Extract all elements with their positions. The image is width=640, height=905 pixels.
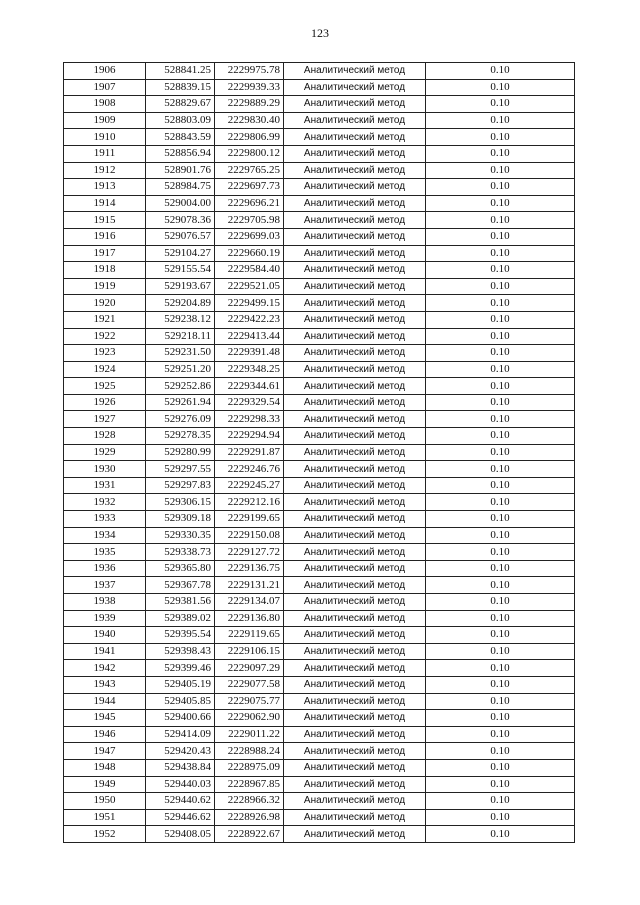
precision-cell: 0.10 bbox=[426, 511, 575, 528]
precision-cell: 0.10 bbox=[426, 311, 575, 328]
x-coordinate-cell: 529440.03 bbox=[146, 776, 215, 793]
point-number-cell: 1920 bbox=[64, 295, 146, 312]
point-number-cell: 1932 bbox=[64, 494, 146, 511]
table-row bbox=[64, 494, 575, 511]
point-number-cell: 1949 bbox=[64, 776, 146, 793]
method-cell: Аналитический метод bbox=[284, 328, 426, 345]
table-row bbox=[64, 361, 575, 378]
table-row bbox=[64, 328, 575, 345]
precision-cell: 0.10 bbox=[426, 262, 575, 279]
method-cell: Аналитический метод bbox=[284, 112, 426, 129]
y-coordinate-cell: 2228966.32 bbox=[215, 793, 284, 810]
x-coordinate-cell: 528984.75 bbox=[146, 179, 215, 196]
y-coordinate-cell: 2229134.07 bbox=[215, 594, 284, 611]
table-row bbox=[64, 511, 575, 528]
x-coordinate-cell: 529405.85 bbox=[146, 693, 215, 710]
x-coordinate-cell: 529408.05 bbox=[146, 826, 215, 843]
precision-cell: 0.10 bbox=[426, 361, 575, 378]
y-coordinate-cell: 2229391.48 bbox=[215, 345, 284, 362]
method-cell: Аналитический метод bbox=[284, 676, 426, 693]
coordinates-table bbox=[63, 62, 575, 843]
y-coordinate-cell: 2229422.23 bbox=[215, 311, 284, 328]
precision-cell: 0.10 bbox=[426, 594, 575, 611]
x-coordinate-cell: 529338.73 bbox=[146, 544, 215, 561]
method-cell: Аналитический метод bbox=[284, 594, 426, 611]
point-number-cell: 1908 bbox=[64, 96, 146, 113]
point-number-cell: 1950 bbox=[64, 793, 146, 810]
table-row bbox=[64, 345, 575, 362]
x-coordinate-cell: 528839.15 bbox=[146, 79, 215, 96]
table-row bbox=[64, 544, 575, 561]
point-number-cell: 1918 bbox=[64, 262, 146, 279]
precision-cell: 0.10 bbox=[426, 610, 575, 627]
precision-cell: 0.10 bbox=[426, 577, 575, 594]
table-row bbox=[64, 262, 575, 279]
method-cell: Аналитический метод bbox=[284, 96, 426, 113]
table-row bbox=[64, 145, 575, 162]
table-row bbox=[64, 676, 575, 693]
table-row bbox=[64, 660, 575, 677]
table-row bbox=[64, 759, 575, 776]
precision-cell: 0.10 bbox=[426, 96, 575, 113]
point-number-cell: 1927 bbox=[64, 411, 146, 428]
table-row bbox=[64, 394, 575, 411]
y-coordinate-cell: 2228967.85 bbox=[215, 776, 284, 793]
method-cell: Аналитический метод bbox=[284, 660, 426, 677]
point-number-cell: 1910 bbox=[64, 129, 146, 146]
table-row bbox=[64, 63, 575, 80]
y-coordinate-cell: 2228926.98 bbox=[215, 809, 284, 826]
precision-cell: 0.10 bbox=[426, 826, 575, 843]
method-cell: Аналитический метод bbox=[284, 477, 426, 494]
x-coordinate-cell: 529400.66 bbox=[146, 710, 215, 727]
precision-cell: 0.10 bbox=[426, 245, 575, 262]
method-cell: Аналитический метод bbox=[284, 494, 426, 511]
table-row bbox=[64, 411, 575, 428]
precision-cell: 0.10 bbox=[426, 162, 575, 179]
x-coordinate-cell: 529420.43 bbox=[146, 743, 215, 760]
precision-cell: 0.10 bbox=[426, 79, 575, 96]
x-coordinate-cell: 529261.94 bbox=[146, 394, 215, 411]
point-number-cell: 1946 bbox=[64, 726, 146, 743]
y-coordinate-cell: 2229939.33 bbox=[215, 79, 284, 96]
method-cell: Аналитический метод bbox=[284, 527, 426, 544]
point-number-cell: 1935 bbox=[64, 544, 146, 561]
point-number-cell: 1944 bbox=[64, 693, 146, 710]
precision-cell: 0.10 bbox=[426, 212, 575, 229]
point-number-cell: 1936 bbox=[64, 560, 146, 577]
table-row bbox=[64, 776, 575, 793]
table-row bbox=[64, 726, 575, 743]
precision-cell: 0.10 bbox=[426, 63, 575, 80]
y-coordinate-cell: 2229199.65 bbox=[215, 511, 284, 528]
method-cell: Аналитический метод bbox=[284, 262, 426, 279]
method-cell: Аналитический метод bbox=[284, 776, 426, 793]
x-coordinate-cell: 529276.09 bbox=[146, 411, 215, 428]
method-cell: Аналитический метод bbox=[284, 560, 426, 577]
y-coordinate-cell: 2229298.33 bbox=[215, 411, 284, 428]
x-coordinate-cell: 529078.36 bbox=[146, 212, 215, 229]
method-cell: Аналитический метод bbox=[284, 311, 426, 328]
x-coordinate-cell: 529395.54 bbox=[146, 627, 215, 644]
precision-cell: 0.10 bbox=[426, 394, 575, 411]
y-coordinate-cell: 2229011.22 bbox=[215, 726, 284, 743]
x-coordinate-cell: 529399.46 bbox=[146, 660, 215, 677]
method-cell: Аналитический метод bbox=[284, 145, 426, 162]
method-cell: Аналитический метод bbox=[284, 793, 426, 810]
table-row bbox=[64, 461, 575, 478]
table-row bbox=[64, 594, 575, 611]
table-row bbox=[64, 627, 575, 644]
table-row bbox=[64, 179, 575, 196]
x-coordinate-cell: 529297.83 bbox=[146, 477, 215, 494]
precision-cell: 0.10 bbox=[426, 179, 575, 196]
y-coordinate-cell: 2229119.65 bbox=[215, 627, 284, 644]
point-number-cell: 1945 bbox=[64, 710, 146, 727]
table-row bbox=[64, 560, 575, 577]
precision-cell: 0.10 bbox=[426, 544, 575, 561]
y-coordinate-cell: 2228988.24 bbox=[215, 743, 284, 760]
table-row bbox=[64, 112, 575, 129]
precision-cell: 0.10 bbox=[426, 560, 575, 577]
method-cell: Аналитический метод bbox=[284, 544, 426, 561]
x-coordinate-cell: 529381.56 bbox=[146, 594, 215, 611]
y-coordinate-cell: 2229062.90 bbox=[215, 710, 284, 727]
point-number-cell: 1909 bbox=[64, 112, 146, 129]
table-row bbox=[64, 710, 575, 727]
x-coordinate-cell: 529330.35 bbox=[146, 527, 215, 544]
x-coordinate-cell: 528829.67 bbox=[146, 96, 215, 113]
y-coordinate-cell: 2229131.21 bbox=[215, 577, 284, 594]
point-number-cell: 1947 bbox=[64, 743, 146, 760]
table-row bbox=[64, 444, 575, 461]
method-cell: Аналитический метод bbox=[284, 179, 426, 196]
y-coordinate-cell: 2229077.58 bbox=[215, 676, 284, 693]
point-number-cell: 1937 bbox=[64, 577, 146, 594]
y-coordinate-cell: 2229348.25 bbox=[215, 361, 284, 378]
table-row bbox=[64, 577, 575, 594]
y-coordinate-cell: 2229584.40 bbox=[215, 262, 284, 279]
point-number-cell: 1943 bbox=[64, 676, 146, 693]
x-coordinate-cell: 529155.54 bbox=[146, 262, 215, 279]
precision-cell: 0.10 bbox=[426, 411, 575, 428]
y-coordinate-cell: 2229329.54 bbox=[215, 394, 284, 411]
x-coordinate-cell: 529251.20 bbox=[146, 361, 215, 378]
point-number-cell: 1917 bbox=[64, 245, 146, 262]
x-coordinate-cell: 529306.15 bbox=[146, 494, 215, 511]
point-number-cell: 1921 bbox=[64, 311, 146, 328]
y-coordinate-cell: 2229075.77 bbox=[215, 693, 284, 710]
point-number-cell: 1941 bbox=[64, 643, 146, 660]
point-number-cell: 1938 bbox=[64, 594, 146, 611]
x-coordinate-cell: 529280.99 bbox=[146, 444, 215, 461]
precision-cell: 0.10 bbox=[426, 278, 575, 295]
table-row bbox=[64, 311, 575, 328]
precision-cell: 0.10 bbox=[426, 809, 575, 826]
point-number-cell: 1916 bbox=[64, 228, 146, 245]
table-row bbox=[64, 79, 575, 96]
x-coordinate-cell: 529446.62 bbox=[146, 809, 215, 826]
point-number-cell: 1922 bbox=[64, 328, 146, 345]
y-coordinate-cell: 2228975.09 bbox=[215, 759, 284, 776]
y-coordinate-cell: 2229097.29 bbox=[215, 660, 284, 677]
method-cell: Аналитический метод bbox=[284, 411, 426, 428]
point-number-cell: 1928 bbox=[64, 428, 146, 445]
x-coordinate-cell: 529438.84 bbox=[146, 759, 215, 776]
method-cell: Аналитический метод bbox=[284, 195, 426, 212]
method-cell: Аналитический метод bbox=[284, 444, 426, 461]
point-number-cell: 1907 bbox=[64, 79, 146, 96]
method-cell: Аналитический метод bbox=[284, 610, 426, 627]
table-row bbox=[64, 129, 575, 146]
y-coordinate-cell: 2229136.80 bbox=[215, 610, 284, 627]
point-number-cell: 1929 bbox=[64, 444, 146, 461]
x-coordinate-cell: 529405.19 bbox=[146, 676, 215, 693]
point-number-cell: 1912 bbox=[64, 162, 146, 179]
method-cell: Аналитический метод bbox=[284, 511, 426, 528]
point-number-cell: 1931 bbox=[64, 477, 146, 494]
precision-cell: 0.10 bbox=[426, 676, 575, 693]
table-row bbox=[64, 195, 575, 212]
y-coordinate-cell: 2229696.21 bbox=[215, 195, 284, 212]
precision-cell: 0.10 bbox=[426, 428, 575, 445]
page-number: 123 bbox=[311, 26, 329, 40]
y-coordinate-cell: 2229291.87 bbox=[215, 444, 284, 461]
precision-cell: 0.10 bbox=[426, 793, 575, 810]
point-number-cell: 1940 bbox=[64, 627, 146, 644]
method-cell: Аналитический метод bbox=[284, 378, 426, 395]
x-coordinate-cell: 529104.27 bbox=[146, 245, 215, 262]
method-cell: Аналитический метод bbox=[284, 627, 426, 644]
x-coordinate-cell: 529252.86 bbox=[146, 378, 215, 395]
precision-cell: 0.10 bbox=[426, 643, 575, 660]
y-coordinate-cell: 2229521.05 bbox=[215, 278, 284, 295]
method-cell: Аналитический метод bbox=[284, 345, 426, 362]
x-coordinate-cell: 529204.89 bbox=[146, 295, 215, 312]
table-row bbox=[64, 826, 575, 843]
x-coordinate-cell: 529365.80 bbox=[146, 560, 215, 577]
point-number-cell: 1951 bbox=[64, 809, 146, 826]
method-cell: Аналитический метод bbox=[284, 759, 426, 776]
y-coordinate-cell: 2229294.94 bbox=[215, 428, 284, 445]
table-row bbox=[64, 809, 575, 826]
method-cell: Аналитический метод bbox=[284, 643, 426, 660]
y-coordinate-cell: 2229127.72 bbox=[215, 544, 284, 561]
table-row bbox=[64, 743, 575, 760]
point-number-cell: 1919 bbox=[64, 278, 146, 295]
table-row bbox=[64, 643, 575, 660]
table-row bbox=[64, 278, 575, 295]
point-number-cell: 1934 bbox=[64, 527, 146, 544]
point-number-cell: 1925 bbox=[64, 378, 146, 395]
y-coordinate-cell: 2229765.25 bbox=[215, 162, 284, 179]
table-row bbox=[64, 793, 575, 810]
y-coordinate-cell: 2229413.44 bbox=[215, 328, 284, 345]
point-number-cell: 1939 bbox=[64, 610, 146, 627]
table-row bbox=[64, 378, 575, 395]
method-cell: Аналитический метод bbox=[284, 693, 426, 710]
precision-cell: 0.10 bbox=[426, 112, 575, 129]
precision-cell: 0.10 bbox=[426, 378, 575, 395]
x-coordinate-cell: 529231.50 bbox=[146, 345, 215, 362]
precision-cell: 0.10 bbox=[426, 145, 575, 162]
precision-cell: 0.10 bbox=[426, 444, 575, 461]
precision-cell: 0.10 bbox=[426, 494, 575, 511]
x-coordinate-cell: 529367.78 bbox=[146, 577, 215, 594]
y-coordinate-cell: 2229499.15 bbox=[215, 295, 284, 312]
precision-cell: 0.10 bbox=[426, 776, 575, 793]
x-coordinate-cell: 528843.59 bbox=[146, 129, 215, 146]
point-number-cell: 1930 bbox=[64, 461, 146, 478]
x-coordinate-cell: 529004.00 bbox=[146, 195, 215, 212]
precision-cell: 0.10 bbox=[426, 328, 575, 345]
x-coordinate-cell: 529218.11 bbox=[146, 328, 215, 345]
method-cell: Аналитический метод bbox=[284, 577, 426, 594]
table-row bbox=[64, 295, 575, 312]
table-row bbox=[64, 162, 575, 179]
x-coordinate-cell: 529297.55 bbox=[146, 461, 215, 478]
point-number-cell: 1933 bbox=[64, 511, 146, 528]
y-coordinate-cell: 2229800.12 bbox=[215, 145, 284, 162]
method-cell: Аналитический метод bbox=[284, 245, 426, 262]
y-coordinate-cell: 2229660.19 bbox=[215, 245, 284, 262]
table-row bbox=[64, 212, 575, 229]
table-row bbox=[64, 245, 575, 262]
point-number-cell: 1942 bbox=[64, 660, 146, 677]
point-number-cell: 1924 bbox=[64, 361, 146, 378]
x-coordinate-cell: 529398.43 bbox=[146, 643, 215, 660]
y-coordinate-cell: 2229975.78 bbox=[215, 63, 284, 80]
y-coordinate-cell: 2229212.16 bbox=[215, 494, 284, 511]
y-coordinate-cell: 2229697.73 bbox=[215, 179, 284, 196]
y-coordinate-cell: 2229245.27 bbox=[215, 477, 284, 494]
precision-cell: 0.10 bbox=[426, 759, 575, 776]
table-row bbox=[64, 428, 575, 445]
point-number-cell: 1914 bbox=[64, 195, 146, 212]
x-coordinate-cell: 528841.25 bbox=[146, 63, 215, 80]
precision-cell: 0.10 bbox=[426, 527, 575, 544]
precision-cell: 0.10 bbox=[426, 461, 575, 478]
table-row bbox=[64, 693, 575, 710]
precision-cell: 0.10 bbox=[426, 477, 575, 494]
method-cell: Аналитический метод bbox=[284, 394, 426, 411]
x-coordinate-cell: 529238.12 bbox=[146, 311, 215, 328]
point-number-cell: 1911 bbox=[64, 145, 146, 162]
table-row bbox=[64, 477, 575, 494]
method-cell: Аналитический метод bbox=[284, 461, 426, 478]
method-cell: Аналитический метод bbox=[284, 228, 426, 245]
point-number-cell: 1913 bbox=[64, 179, 146, 196]
point-number-cell: 1915 bbox=[64, 212, 146, 229]
precision-cell: 0.10 bbox=[426, 710, 575, 727]
precision-cell: 0.10 bbox=[426, 660, 575, 677]
table-row bbox=[64, 610, 575, 627]
method-cell: Аналитический метод bbox=[284, 278, 426, 295]
method-cell: Аналитический метод bbox=[284, 63, 426, 80]
y-coordinate-cell: 2229246.76 bbox=[215, 461, 284, 478]
table-row bbox=[64, 96, 575, 113]
method-cell: Аналитический метод bbox=[284, 710, 426, 727]
y-coordinate-cell: 2229699.03 bbox=[215, 228, 284, 245]
point-number-cell: 1948 bbox=[64, 759, 146, 776]
precision-cell: 0.10 bbox=[426, 228, 575, 245]
table-row bbox=[64, 527, 575, 544]
y-coordinate-cell: 2228922.67 bbox=[215, 826, 284, 843]
method-cell: Аналитический метод bbox=[284, 428, 426, 445]
point-number-cell: 1923 bbox=[64, 345, 146, 362]
x-coordinate-cell: 529440.62 bbox=[146, 793, 215, 810]
x-coordinate-cell: 529076.57 bbox=[146, 228, 215, 245]
method-cell: Аналитический метод bbox=[284, 826, 426, 843]
method-cell: Аналитический метод bbox=[284, 129, 426, 146]
method-cell: Аналитический метод bbox=[284, 162, 426, 179]
precision-cell: 0.10 bbox=[426, 743, 575, 760]
y-coordinate-cell: 2229344.61 bbox=[215, 378, 284, 395]
method-cell: Аналитический метод bbox=[284, 809, 426, 826]
x-coordinate-cell: 528856.94 bbox=[146, 145, 215, 162]
y-coordinate-cell: 2229806.99 bbox=[215, 129, 284, 146]
table-row bbox=[64, 228, 575, 245]
precision-cell: 0.10 bbox=[426, 726, 575, 743]
y-coordinate-cell: 2229150.08 bbox=[215, 527, 284, 544]
y-coordinate-cell: 2229889.29 bbox=[215, 96, 284, 113]
method-cell: Аналитический метод bbox=[284, 726, 426, 743]
x-coordinate-cell: 529389.02 bbox=[146, 610, 215, 627]
x-coordinate-cell: 529309.18 bbox=[146, 511, 215, 528]
y-coordinate-cell: 2229830.40 bbox=[215, 112, 284, 129]
y-coordinate-cell: 2229136.75 bbox=[215, 560, 284, 577]
x-coordinate-cell: 529414.09 bbox=[146, 726, 215, 743]
point-number-cell: 1926 bbox=[64, 394, 146, 411]
point-number-cell: 1952 bbox=[64, 826, 146, 843]
precision-cell: 0.10 bbox=[426, 693, 575, 710]
x-coordinate-cell: 529278.35 bbox=[146, 428, 215, 445]
x-coordinate-cell: 528803.09 bbox=[146, 112, 215, 129]
method-cell: Аналитический метод bbox=[284, 743, 426, 760]
precision-cell: 0.10 bbox=[426, 195, 575, 212]
method-cell: Аналитический метод bbox=[284, 212, 426, 229]
precision-cell: 0.10 bbox=[426, 345, 575, 362]
method-cell: Аналитический метод bbox=[284, 79, 426, 96]
point-number-cell: 1906 bbox=[64, 63, 146, 80]
x-coordinate-cell: 528901.76 bbox=[146, 162, 215, 179]
precision-cell: 0.10 bbox=[426, 627, 575, 644]
y-coordinate-cell: 2229106.15 bbox=[215, 643, 284, 660]
x-coordinate-cell: 529193.67 bbox=[146, 278, 215, 295]
method-cell: Аналитический метод bbox=[284, 361, 426, 378]
method-cell: Аналитический метод bbox=[284, 295, 426, 312]
y-coordinate-cell: 2229705.98 bbox=[215, 212, 284, 229]
precision-cell: 0.10 bbox=[426, 295, 575, 312]
precision-cell: 0.10 bbox=[426, 129, 575, 146]
